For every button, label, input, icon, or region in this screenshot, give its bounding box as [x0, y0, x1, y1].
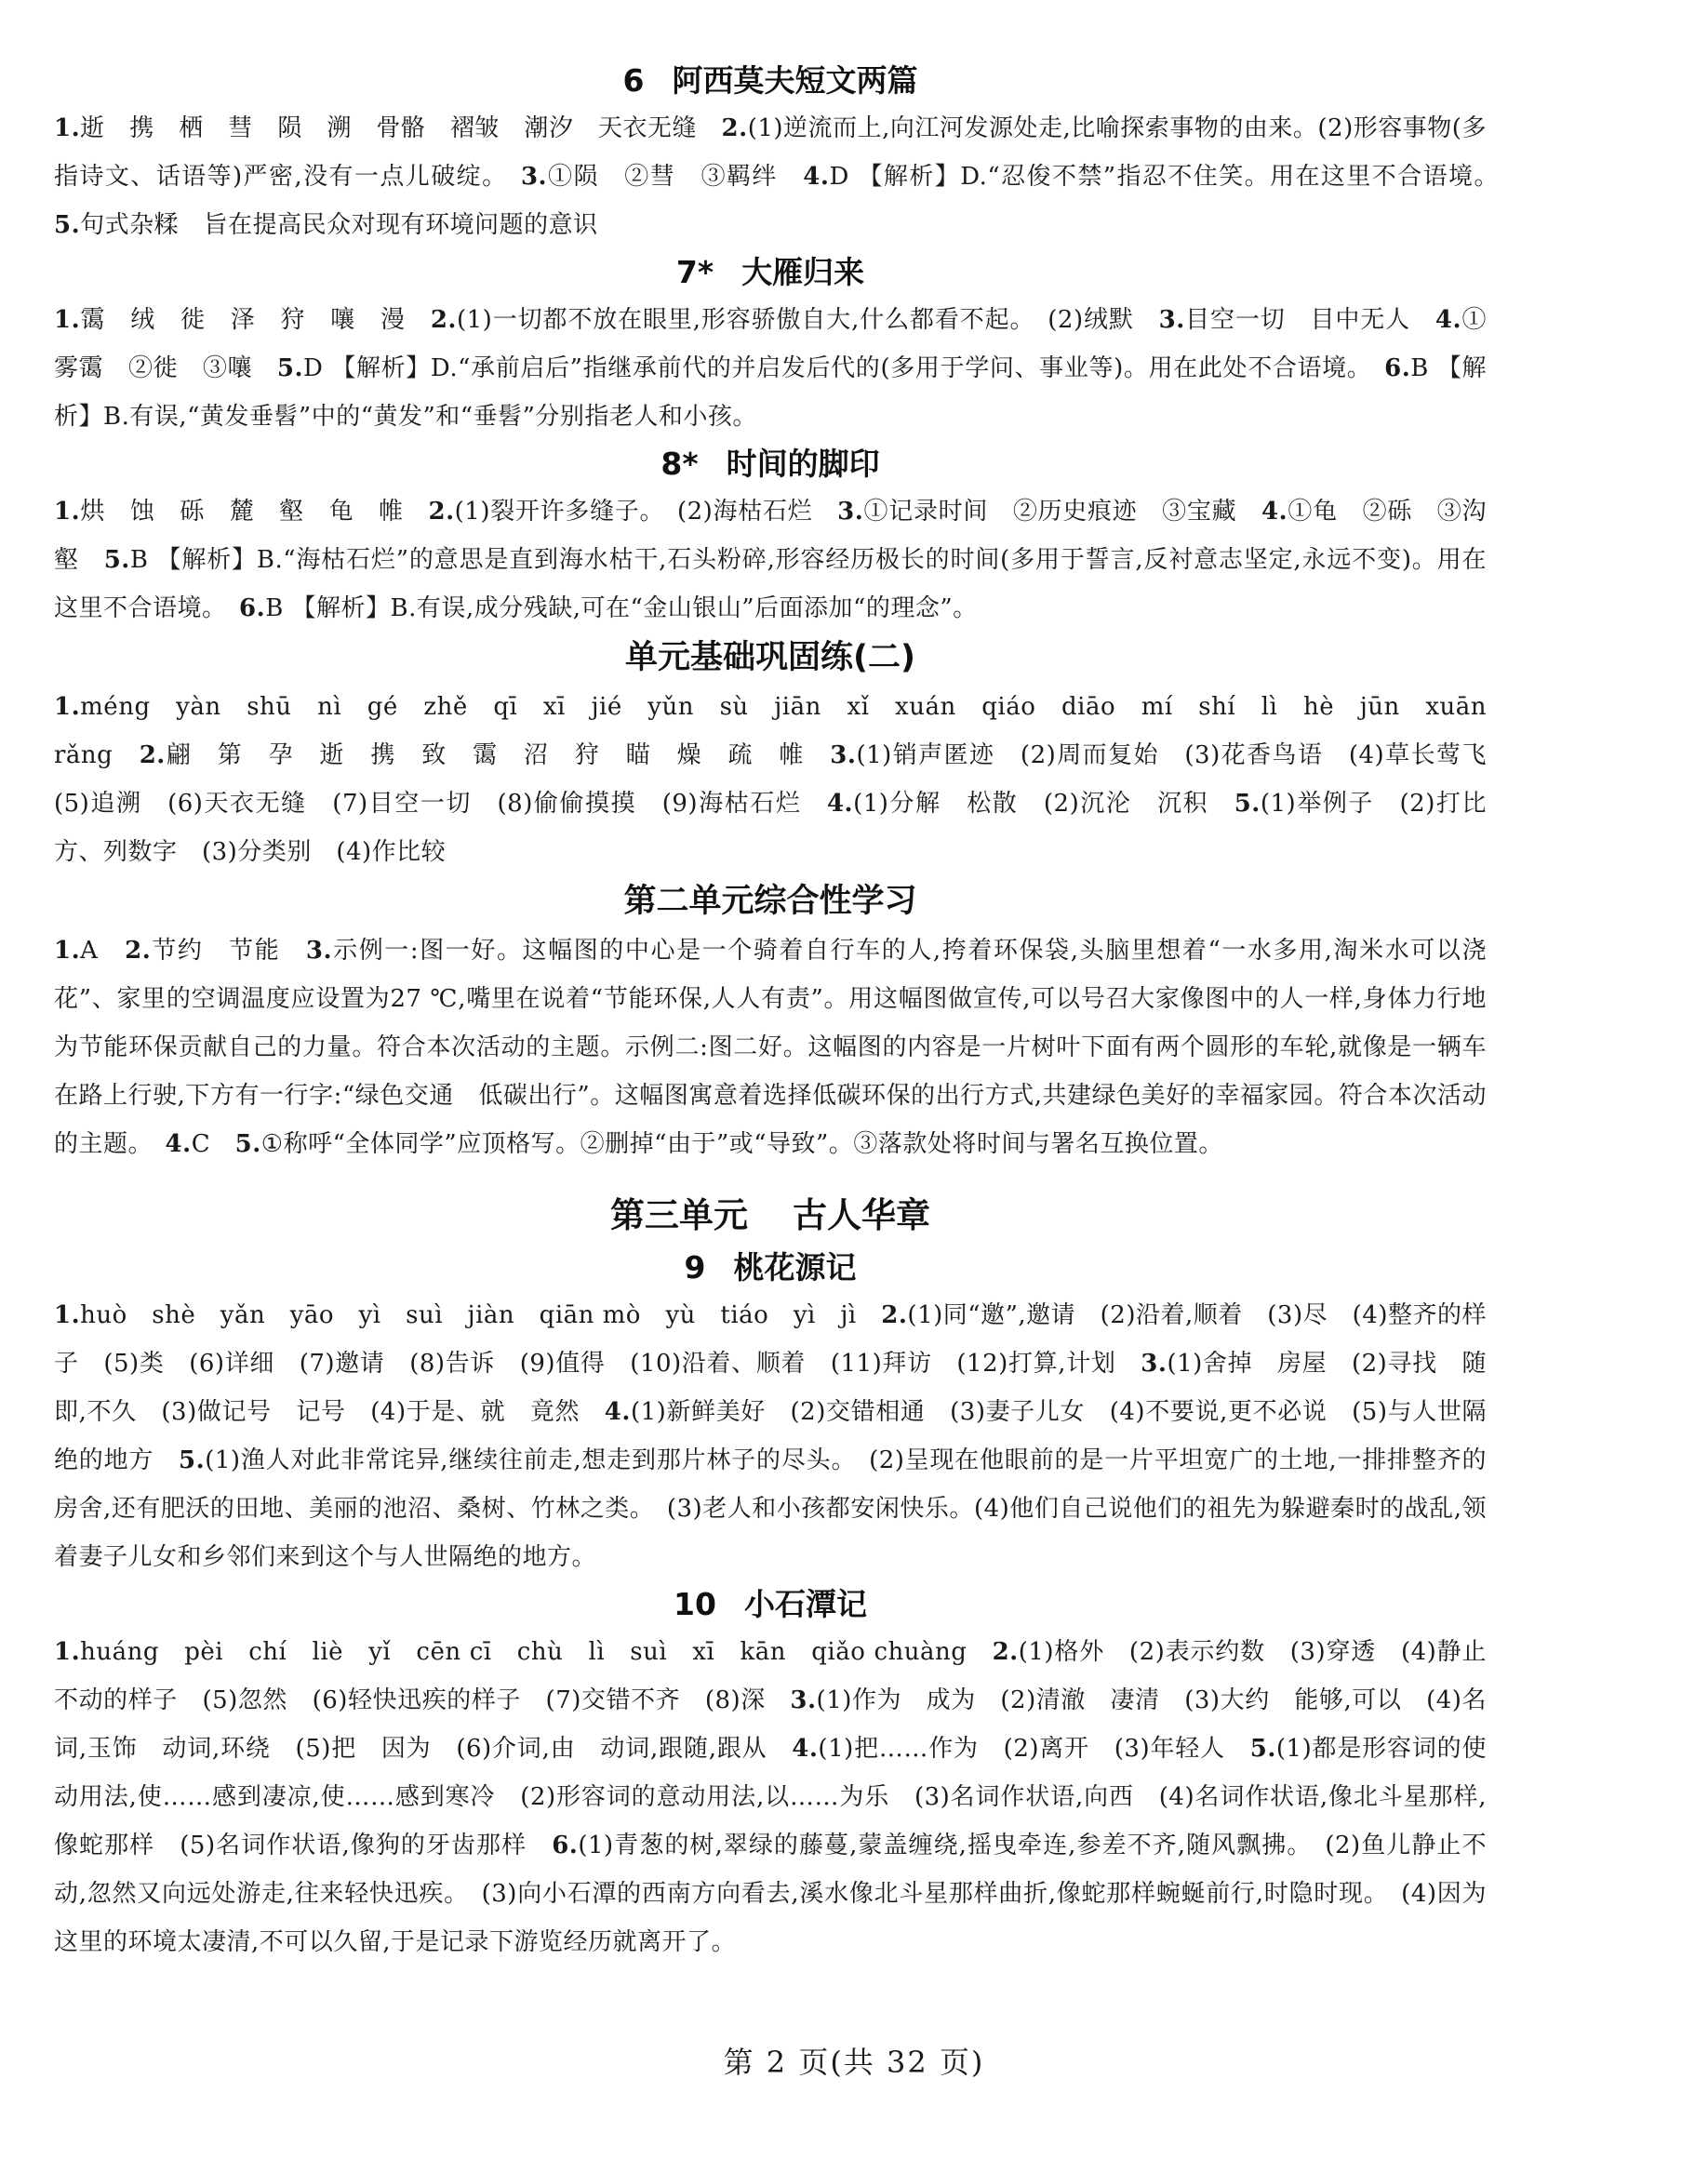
page-footer: 第 2 页(共 32 页) [723, 2045, 985, 2080]
comprehensive-study-answers: 1.A 2.节约 节能 3.示例一:图一好。这幅图的中心是一个骑着自行车的人,挎着环保袋,头脑里想着“一水多用,淘米水可以浇花”、家里的空调温度应设置为27 ℃,嘴里在说着“节能环保,人人有责”。用这幅图做宣传,可以号召大家像图中的人一样,身体力行地为节能环保贡献自己的力量。符合本次活动的主题。示例二:图二好。这幅图的内容是一片树叶下面有两个圆形的车轮,就像是一辆车在路上行驶,下方有一行字:“绿色交通 低碳出行”。这幅图寓意着选择低碳环保的出行方式,共建绿色美好的幸福家园。符合本次活动的主题。 4.C 5.①称呼“全体同学”应顶格写。②删掉“由于”或“导致”。③落款处将时间与署名互换位置。 [54, 937, 1487, 1158]
unit-name: 第三单元 [610, 1195, 748, 1235]
lesson-8-heading [54, 441, 1487, 487]
unit-review-heading: 单元基础巩固练(二) [625, 639, 915, 676]
unit-3-heading [54, 1187, 1487, 1245]
lesson-number: 6 [622, 62, 645, 99]
lesson-number: 9 [684, 1249, 706, 1286]
unit-review-answers: 1.méng yàn shū nì gé zhě qī xī jié yǔn sù jiān xǐ xuán qiáo diāo mí shí lì hè jūn xuān rǎng 2.翩 第 孕 逝 携 致 霭 沼 狩 瞄 燥 疏 帷 3.(1)销声匿迹 (2)周而复始 (3)花香鸟语 (4)草长莺飞 (5)追溯 (6)天衣无缝 (7)目空一切 (8)偷偷摸摸 (9)海枯石烂 4.(1)分解 松散 (2)沉沦 沉积 5.(1)举例子 (2)打比方、列数字 (3)分类别 (4)作比较 [54, 693, 1512, 866]
lesson-6-answers: 1.逝 携 栖 彗 陨 溯 骨骼 褶皱 潮汐 天衣无缝 2.(1)逆流而上,向江河发源处走,比喻探索事物的由来。(2)形容事物(多指诗文、话语等)严密,没有一点儿破绽。 3.①陨 ②彗 ③羁绊 4.D 【解析】D.“忍俊不禁”指忍不住笑。用在这里不合语境。 5.句式杂糅 旨在提高民众对现有环境问题的意识 [54, 114, 1487, 239]
lesson-10-heading [54, 1581, 1487, 1628]
lesson-9-answers: 1.huò shè yǎn yāo yì suì jiàn qiān mò yù tiáo yì jì 2.(1)同“邀”,邀请 (2)沿着,顺着 (3)尽 (4)整齐的样子 (5)类 (6)详细 (7)邀请 (8)告诉 (9)值得 (10)沿着、顺着 (11)拜访 (12)打算,计划 3.(1)舍掉 房屋 (2)寻找 随即,不久 (3)做记号 记号 (4)于是、就 竟然 4.(1)新鲜美好 (2)交错相通 (3)妻子儿女 (4)不要说,更不必说 (5)与人世隔绝的地方 5.(1)渔人对此非常诧异,继续往前走,想走到那片林子的尽头。 (2)呈现在他眼前的是一片平坦宽广的土地,一排排整齐的房舍,还有肥沃的田地、美丽的池沼、桑树、竹林之类。 (3)老人和小孩都安闲快乐。(4)他们自己说他们的祖先为躲避秦时的战乱,领着妻子儿女和乡邻们来到这个与人世隔绝的地方。 [54, 1301, 1487, 1571]
lesson-title: 大雁归来 [741, 254, 865, 290]
lesson-number: 8* [661, 446, 699, 482]
lesson-title: 桃花源记 [733, 1249, 857, 1286]
lesson-6-heading [54, 58, 1487, 104]
lesson-10-answers: 1.huáng pèi chí liè yǐ cēn cī chù lì suì xī kān qiǎo chuàng 2.(1)格外 (2)表示约数 (3)穿透 (4)静止不动的样子 (5)忽然 (6)轻快迅疾的样子 (7)交错不齐 (8)深 3.(1)作为 成为 (2)清澈 凄清 (3)大约 能够,可以 (4)名词,玉饰 动词,环绕 (5)把 因为 (6)介词,由 动词,跟随,跟从 4.(1)把……作为 (2)离开 (3)年轻人 5.(1)都是形容词的使动用法,使……感到凄凉,使……感到寒冷 (2)形容词的意动用法,以……为乐 (3)名词作状语,向西 (4)名词作状语,像北斗星那样,像蛇那样 (5)名词作状语,像狗的牙齿那样 6.(1)青葱的树,翠绿的藤蔓,蒙盖缠绕,摇曳牵连,参差不齐,随风飘拂。 (2)鱼儿静止不动,忽然又向远处游走,往来轻快迅疾。 (3)向小石潭的西南方向看去,溪水像北斗星那样曲折,像蛇那样蜿蜒前行,时隐时现。 (4)因为这里的环境太凄清,不可以久留,于是记录下游览经历就离开了。 [54, 1638, 1487, 1956]
lesson-number: 7* [675, 254, 714, 290]
lesson-title: 小石潭记 [743, 1586, 867, 1622]
lesson-8-answers: 1.烘 蚀 砾 麓 壑 龟 帷 2.(1)裂开许多缝子。 (2)海枯石烂 3.①记录时间 ②历史痕迹 ③宝藏 4.①龟 ②砾 ③沟壑 5.B 【解析】B.“海枯石烂”的意思是直到海水枯干,石头粉碎,形容经历极长的时间(多用于誓言,反衬意志坚定,永远不变)。用在这里不合语境。 6.B 【解析】B.有误,成分残缺,可在“金山银山”后面添加“的理念”。 [54, 498, 1487, 622]
lesson-9-heading [54, 1245, 1487, 1291]
comprehensive-study-heading: 第二单元综合性学习 [623, 883, 917, 920]
lesson-title: 阿西莫夫短文两篇 [672, 62, 918, 99]
lesson-7-answers: 1.霭 绒 徙 泽 狩 嚷 漫 2.(1)一切都不放在眼里,形容骄傲自大,什么都看不起。 (2)绒默 3.目空一切 目中无人 4.①雾霭 ②徙 ③嚷 5.D 【解析】D.“承前启后”指继承前代的并启发后代的(多用于学问、事业等)。用在此处不合语境。 6.B 【解析】B.有误,“黄发垂髫”中的“黄发”和“垂髫”分别指老人和小孩。 [54, 306, 1487, 431]
lesson-title: 时间的脚印 [726, 446, 880, 482]
lesson-7-heading [54, 249, 1487, 296]
lesson-number: 10 [674, 1586, 716, 1622]
unit-subtitle: 古人华章 [793, 1195, 930, 1235]
answer-page [54, 0, 1512, 1966]
